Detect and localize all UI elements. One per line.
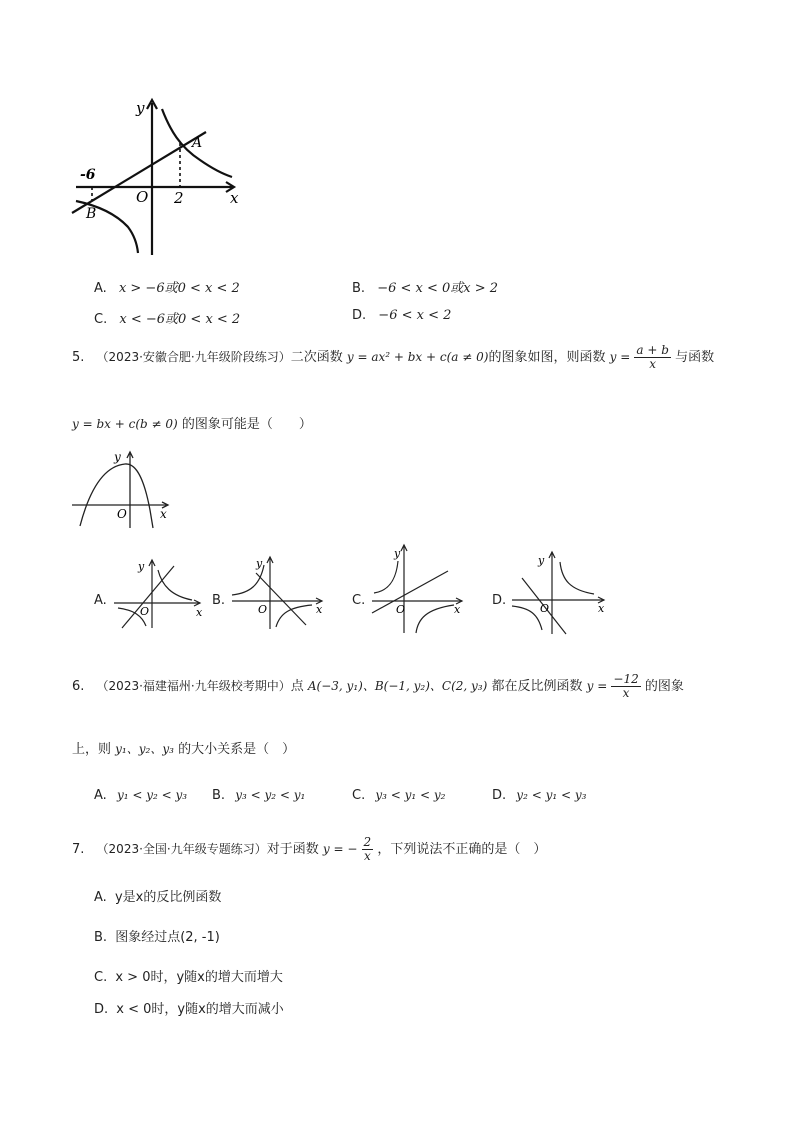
option-letter: D. [492, 788, 507, 803]
q5d-origin-label: O [540, 602, 550, 615]
q7-stem-a: 对于函数 [266, 842, 319, 857]
q6-stem-line2 [72, 738, 295, 757]
option-letter: B. [94, 930, 108, 945]
q5-option-c-graph[interactable] [368, 543, 468, 635]
option-letter: A. [94, 788, 107, 803]
option-text: x < 0时，y随x的增大而减小 [116, 1002, 284, 1017]
q5-eq2-lhs: y = [609, 350, 631, 364]
q5-source: （2023·安徽合肥·九年级阶段练习） [96, 350, 291, 364]
q7-eq-fraction [362, 836, 374, 863]
option-text: y₁ < y₂ < y₃ [116, 788, 188, 802]
option-letter: B. [352, 281, 366, 296]
q5-y-label: y [114, 450, 121, 464]
q6-stem-line1 [72, 673, 684, 700]
option-text: −6 < x < 2 [378, 308, 452, 323]
option-text: −6 < x < 0或x > 2 [377, 281, 499, 296]
q6-points: A(−3, y₁)、B(−1, y₂)、C(2, y₃) [307, 679, 488, 693]
q5-option-b-graph[interactable] [228, 555, 328, 630]
q5b-x-label: x [316, 603, 323, 616]
q5a-origin-label: O [140, 605, 150, 618]
q6-source: （2023·福建福州·九年级校考期中） [96, 679, 291, 693]
q6-option-c[interactable] [352, 788, 446, 803]
option-text: y₃ < y₂ < y₁ [235, 788, 306, 802]
q6-stem-d: 上，则 [72, 742, 112, 757]
q5-number: 5. [72, 350, 85, 365]
option-text: x < −6或0 < x < 2 [119, 312, 241, 327]
q5-eq2-numerator: a + b [636, 343, 669, 357]
q7-stem-b: ，下列说法不正确的是（ ） [377, 842, 547, 857]
option-text: y₃ < y₁ < y₂ [375, 788, 446, 802]
option-letter: D. [94, 1002, 109, 1017]
q5-parabola-graph [70, 448, 180, 530]
q5-option-b-letter[interactable]: B. [212, 593, 226, 608]
q6-stem-c: 的图象 [644, 679, 684, 694]
q4-option-b[interactable] [352, 277, 498, 296]
option-letter: C. [352, 788, 366, 803]
q5c-origin-label: O [396, 603, 406, 616]
q5d-y-label: y [538, 554, 545, 567]
q6-stem-a: 点 [290, 679, 304, 694]
q6-option-b[interactable] [212, 788, 305, 803]
q7-option-a[interactable] [94, 886, 221, 905]
option-letter: D. [352, 308, 367, 323]
q4-two-label: 2 [174, 189, 184, 207]
option-letter: B. [212, 788, 226, 803]
q6-eq-numerator: −12 [613, 672, 639, 686]
q5c-y-label: y [394, 547, 401, 560]
q6-eq-denominator: x [622, 686, 630, 700]
q5a-y-label: y [138, 560, 145, 573]
q5-origin-label: O [117, 507, 127, 521]
q5c-x-label: x [454, 603, 461, 616]
q6-eq-fraction [611, 673, 640, 700]
q5-stem-a: 二次函数 [290, 350, 343, 365]
q7-source: （2023·全国·九年级专题练习） [96, 842, 267, 856]
q4-origin-label: O [136, 188, 149, 206]
q6-eq-lhs: y = [586, 679, 608, 693]
q4-point-a-label: A [192, 135, 203, 151]
q5-option-a-letter[interactable]: A. [94, 593, 107, 608]
q5-option-d-letter[interactable]: D. [492, 593, 507, 608]
q5-eq1: y = ax² + bx + c(a ≠ 0) [346, 350, 489, 364]
q5-option-c-letter[interactable]: C. [352, 593, 366, 608]
q5-eq3: y = bx + c(b ≠ 0) [72, 417, 178, 431]
q6-option-d[interactable] [492, 788, 586, 803]
q7-number: 7. [72, 842, 85, 857]
q5-stem-d: 的图象可能是（ ） [181, 417, 312, 432]
option-letter: A. [94, 281, 107, 296]
option-letter: A. [94, 890, 107, 905]
q5a-x-label: x [196, 606, 203, 619]
option-text: y₂ < y₁ < y₃ [516, 788, 587, 802]
q5b-origin-label: O [258, 603, 268, 616]
option-text: 图象经过点(2, -1) [115, 930, 220, 945]
q5-x-label: x [160, 507, 167, 521]
q5-stem-line1 [72, 344, 714, 371]
q7-option-d[interactable] [94, 998, 284, 1017]
q4-neg6-label: -6 [80, 167, 96, 183]
q4-option-a[interactable] [94, 277, 240, 296]
q6-number: 6. [72, 679, 85, 694]
q5-stem-b: 的图象如图，则函数 [488, 350, 606, 365]
q4-y-label: y [136, 99, 145, 117]
q6-vars: y₁、y₂、y₃ [115, 742, 174, 756]
q5-option-a-graph[interactable] [112, 558, 207, 630]
q5b-y-label: y [256, 557, 263, 570]
q4-option-c[interactable] [94, 308, 240, 327]
q4-x-label: x [230, 189, 239, 207]
q7-stem [72, 836, 546, 863]
q5-eq2-fraction [634, 344, 671, 371]
q5-stem-c: 与函数 [675, 350, 715, 365]
q5-option-d-graph[interactable] [508, 550, 608, 635]
option-text: x > 0时，y随x的增大而增大 [115, 970, 283, 985]
option-text: x > −6或0 < x < 2 [118, 281, 240, 296]
q5-stem-line2 [72, 413, 312, 432]
q6-option-a[interactable] [94, 788, 187, 803]
q7-option-b[interactable] [94, 926, 220, 945]
option-letter: C. [94, 312, 108, 327]
q7-eq-denominator: x [363, 849, 371, 863]
q7-eq-lhs: y = − [322, 842, 358, 856]
q4-option-d[interactable] [352, 308, 451, 323]
q6-stem-e: 的大小关系是（ ） [178, 742, 296, 757]
q5-eq2-denominator: x [649, 357, 657, 371]
q7-option-c[interactable] [94, 966, 283, 985]
q4-point-b-label: B [86, 206, 97, 222]
q6-stem-b: 都在反比例函数 [491, 679, 583, 694]
option-text: y是x的反比例函数 [114, 890, 222, 905]
option-letter: C. [94, 970, 108, 985]
q5d-x-label: x [598, 602, 605, 615]
q4-graph [70, 95, 245, 260]
q7-eq-numerator: 2 [363, 835, 372, 849]
